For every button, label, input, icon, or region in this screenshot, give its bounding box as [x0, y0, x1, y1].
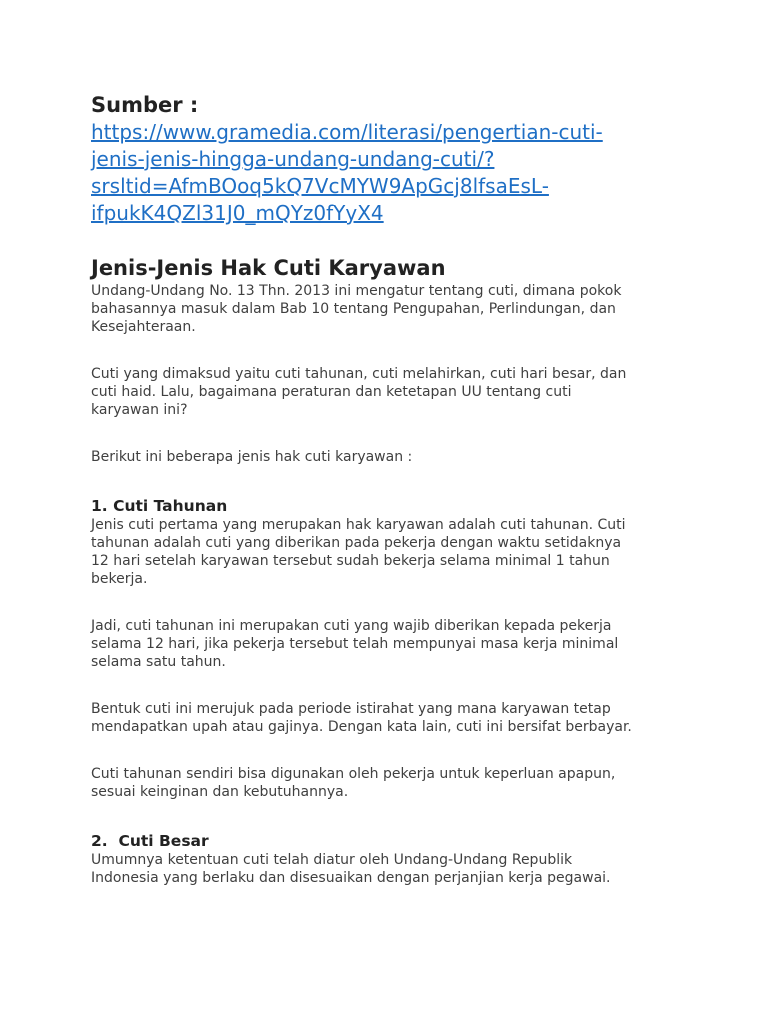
paragraph — [91, 448, 691, 466]
source-link-line: jenis-jenis-hingga-undang-undang-cuti/? — [91, 147, 495, 171]
paragraph — [91, 700, 691, 736]
text-line: sesuai keinginan dan kebutuhannya. — [91, 784, 349, 800]
text-line: cuti haid. Lalu, bagaimana peraturan dan ketetapan UU tentang cuti — [91, 384, 572, 400]
source-label: Sumber : — [91, 93, 199, 117]
text-line: Undang-Undang No. 13 Thn. 2013 ini mengatur tentang cuti, dimana pokok — [91, 283, 622, 299]
section-heading: 1. Cuti Tahunan — [91, 497, 228, 515]
paragraph — [91, 765, 691, 801]
source-link-line: srsltid=AfmBOoq5kQ7VcMYW9ApGcj8lfsaEsL- — [91, 174, 549, 198]
text-line: tahunan adalah cuti yang diberikan pada pekerja dengan waktu setidaknya — [91, 535, 622, 551]
text-line: Bentuk cuti ini merujuk pada periode istirahat yang mana karyawan tetap — [91, 701, 611, 717]
text-line: karyawan ini? — [91, 402, 188, 418]
text-line: Indonesia yang berlaku dan disesuaikan dengan perjanjian kerja pegawai. — [91, 870, 611, 886]
page-title: Jenis-Jenis Hak Cuti Karyawan — [91, 256, 446, 280]
paragraph — [91, 516, 691, 588]
paragraph — [91, 282, 691, 336]
text-line: Kesejahteraan. — [91, 319, 196, 335]
paragraph — [91, 617, 691, 671]
text-line: selama 12 hari, jika pekerja tersebut telah mempunyai masa kerja minimal — [91, 636, 619, 652]
text-line: mendapatkan upah atau gajinya. Dengan kata lain, cuti ini bersifat berbayar. — [91, 719, 632, 735]
text-line: Jadi, cuti tahunan ini merupakan cuti yang wajib diberikan kepada pekerja — [91, 618, 612, 634]
document-page — [91, 92, 691, 887]
text-line: Umumnya ketentuan cuti telah diatur oleh Undang-Undang Republik — [91, 852, 573, 868]
text-line: bahasannya masuk dalam Bab 10 tentang Pengupahan, Perlindungan, dan — [91, 301, 616, 317]
text-line: Cuti yang dimaksud yaitu cuti tahunan, cuti melahirkan, cuti hari besar, dan — [91, 366, 627, 382]
source-link[interactable] — [91, 119, 681, 227]
paragraph — [91, 365, 691, 419]
paragraph — [91, 851, 691, 887]
source-link-line: ifpukK4QZl31J0_mQYz0fYyX4 — [91, 201, 384, 225]
text-line: bekerja. — [91, 571, 148, 587]
text-line: Berikut ini beberapa jenis hak cuti karyawan : — [91, 449, 413, 465]
text-line: selama satu tahun. — [91, 654, 226, 670]
text-line: 12 hari setelah karyawan tersebut sudah bekerja selama minimal 1 tahun — [91, 553, 610, 569]
text-line: Cuti tahunan sendiri bisa digunakan oleh pekerja untuk keperluan apapun, — [91, 766, 616, 782]
source-link-line: https://www.gramedia.com/literasi/pengertian-cuti- — [91, 120, 603, 144]
section-heading: 2. Cuti Besar — [91, 832, 209, 850]
text-line: Jenis cuti pertama yang merupakan hak karyawan adalah cuti tahunan. Cuti — [91, 517, 626, 533]
